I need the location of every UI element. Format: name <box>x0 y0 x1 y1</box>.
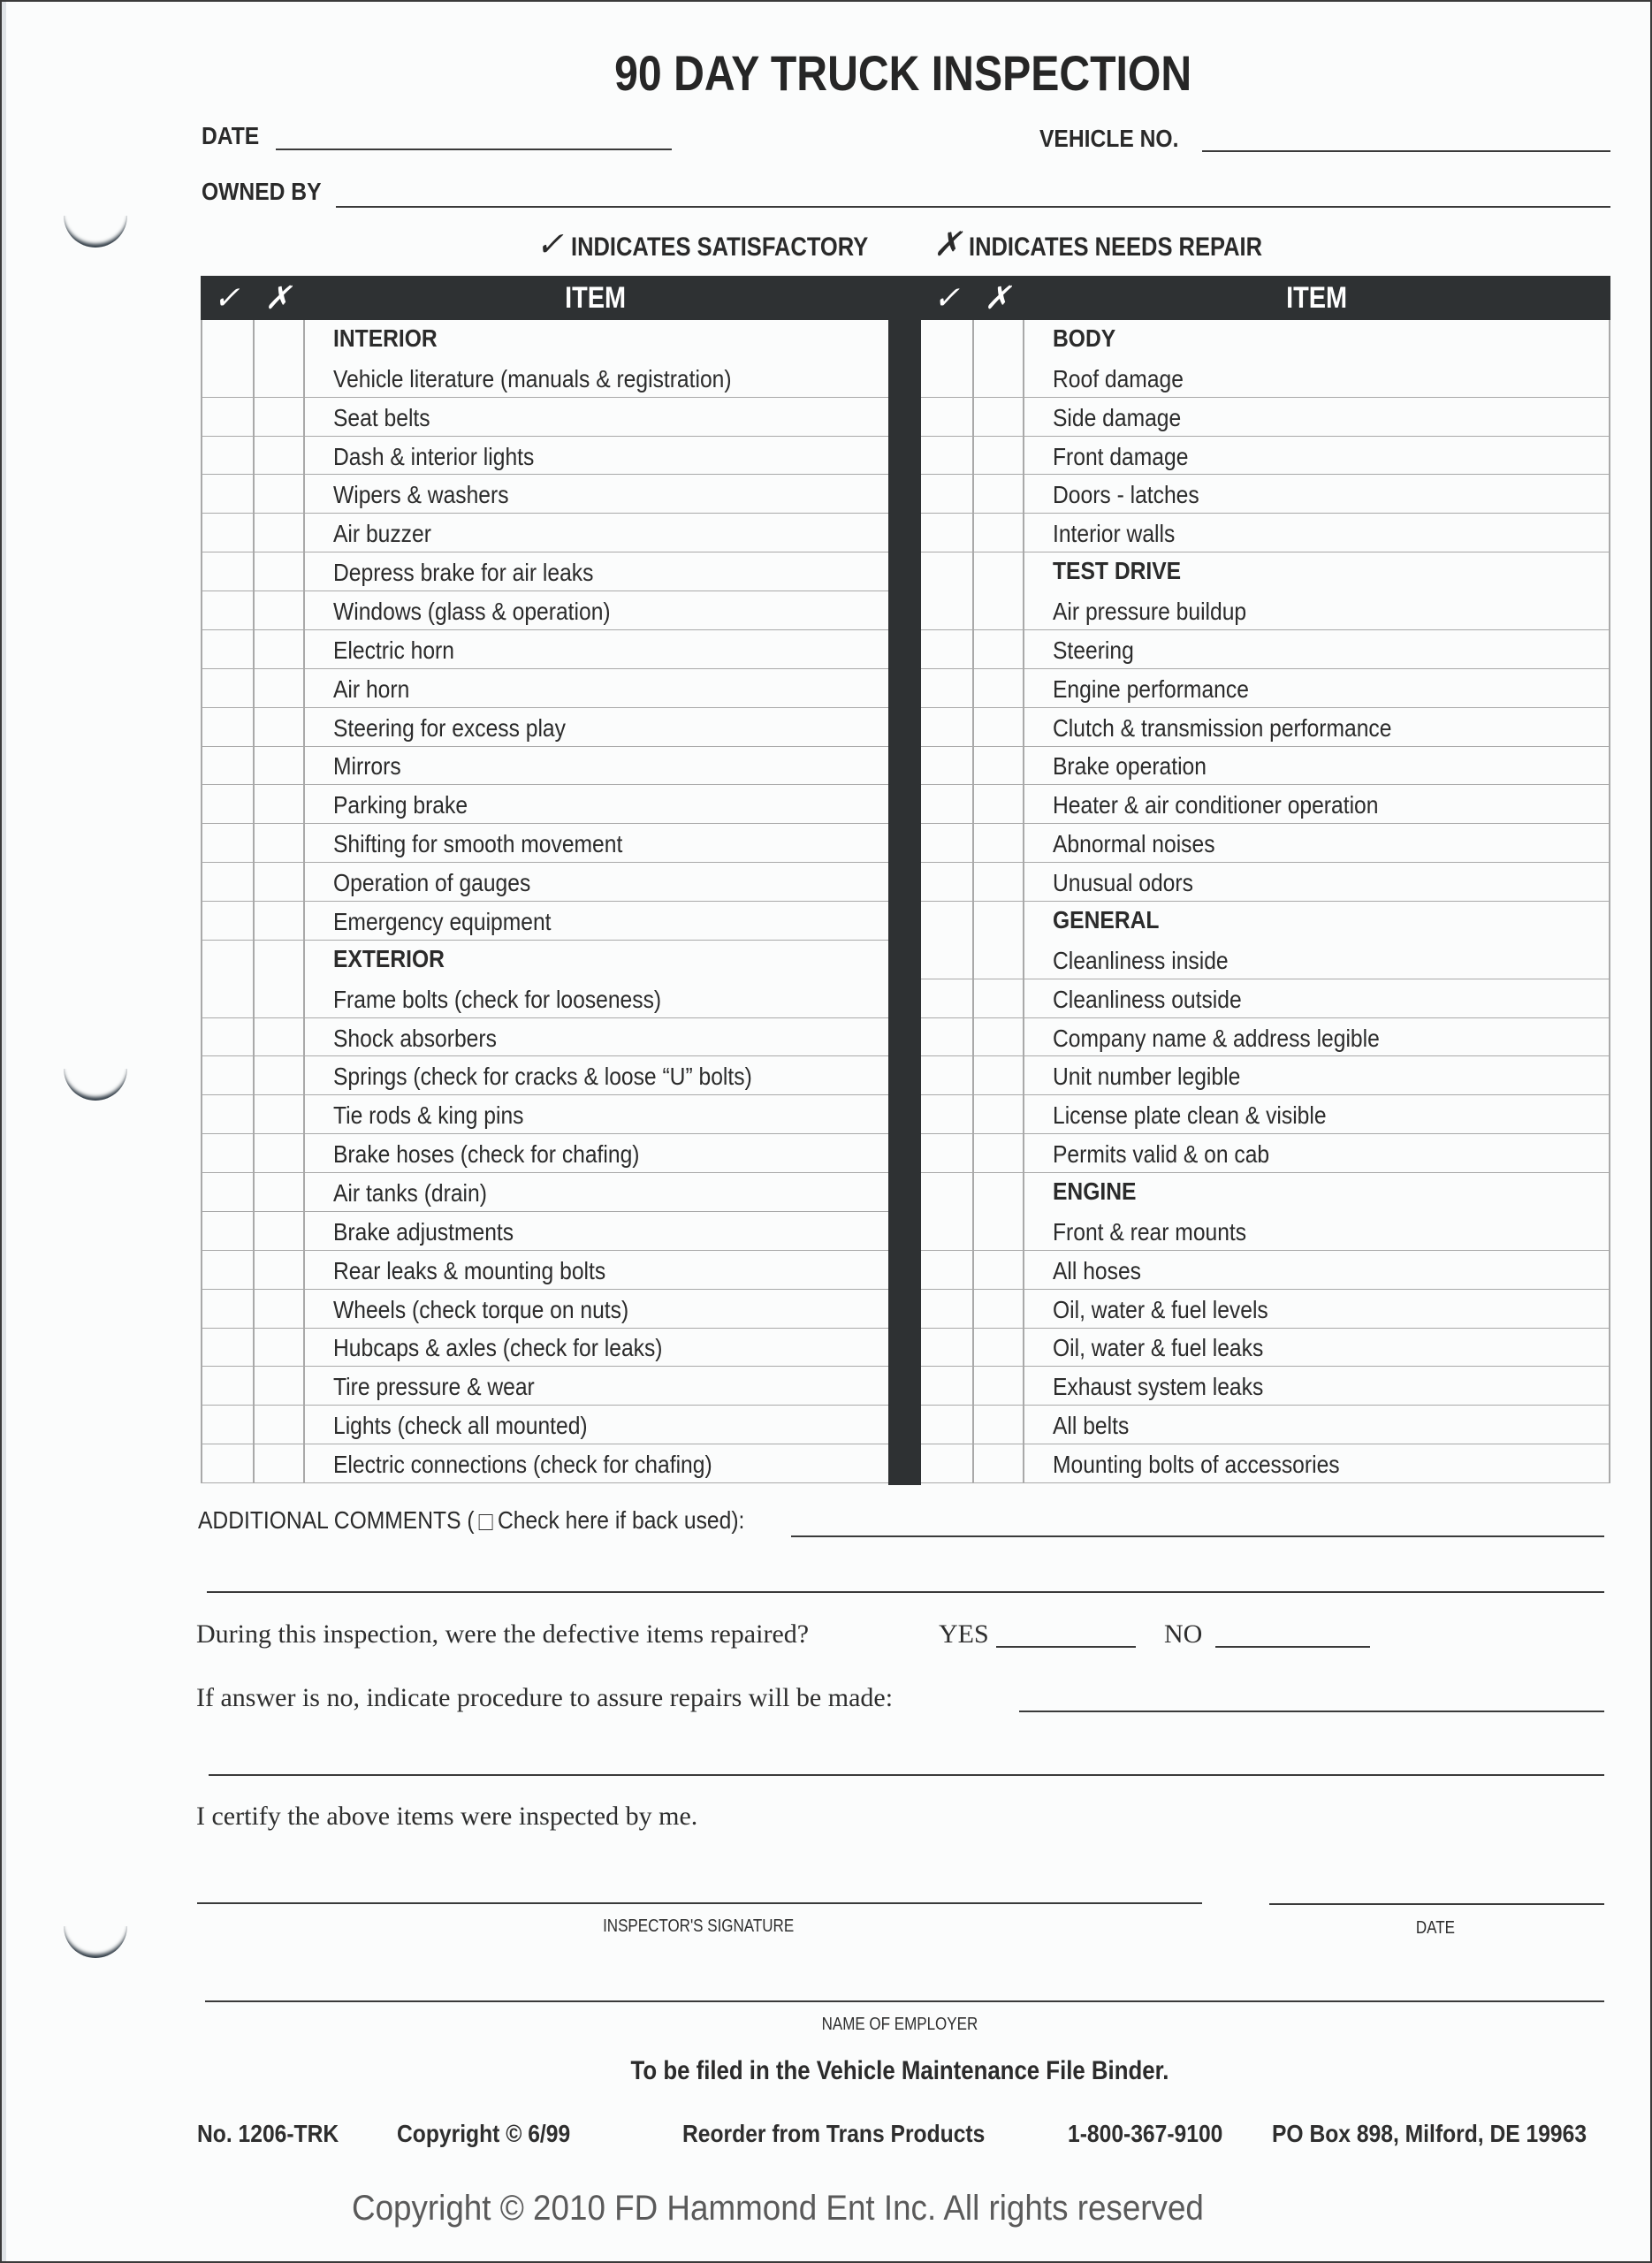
needs-repair-checkbox[interactable] <box>253 785 303 823</box>
checklist-row <box>921 1018 1610 1057</box>
checklist-row <box>921 1367 1610 1406</box>
checklist-item-label: Unit number legible <box>1053 1063 1241 1091</box>
table-center-divider <box>888 276 921 1485</box>
legend-satisfactory: ✓ INDICATES SATISFACTORY <box>536 226 869 263</box>
checklist-row <box>921 1444 1610 1483</box>
checklist-row <box>921 475 1610 514</box>
satisfactory-checkbox[interactable] <box>201 398 253 436</box>
checklist-row <box>201 437 888 476</box>
section-heading: GENERAL <box>1053 905 1160 933</box>
checklist-row <box>201 475 888 514</box>
checklist-item-label: All belts <box>1053 1412 1130 1440</box>
satisfactory-checkbox[interactable] <box>921 824 972 862</box>
satisfactory-checkbox[interactable] <box>201 475 253 513</box>
needs-repair-checkbox[interactable] <box>253 1290 303 1328</box>
checklist-row <box>201 398 888 437</box>
satisfactory-checkbox[interactable] <box>921 320 972 397</box>
checklist-item-label: Cleanliness inside <box>1053 946 1229 974</box>
x-mark-icon: ✗ <box>264 279 292 316</box>
needs-repair-checkbox[interactable] <box>972 630 1023 668</box>
checklist-item-label: Shock absorbers <box>333 1024 497 1052</box>
satisfactory-checkbox[interactable] <box>921 1251 972 1289</box>
checklist-item-label: Steering for excess play <box>333 713 566 742</box>
repair-procedure-line-2[interactable] <box>209 1774 1604 1776</box>
checklist-item-label: Clutch & transmission performance <box>1053 713 1392 742</box>
checklist-row <box>201 1095 888 1134</box>
satisfactory-checkbox[interactable] <box>201 941 253 1017</box>
checklist-item-label: Seat belts <box>333 403 430 431</box>
needs-repair-checkbox[interactable] <box>972 669 1023 707</box>
additional-comments-line-1[interactable] <box>791 1535 1604 1537</box>
satisfactory-checkbox[interactable] <box>921 1095 972 1133</box>
checklist-row <box>201 1134 888 1173</box>
checklist-row <box>201 1290 888 1329</box>
checklist-row <box>921 437 1610 476</box>
binder-hole-bottom <box>64 1894 127 1958</box>
checklist-row <box>201 1444 888 1483</box>
satisfactory-checkbox[interactable] <box>201 591 253 629</box>
checklist-item-label: Tie rods & king pins <box>333 1101 524 1130</box>
x-mark-icon: ✗ <box>984 279 1011 316</box>
employer-caption: NAME OF EMPLOYER <box>821 2015 978 2034</box>
needs-repair-checkbox[interactable] <box>253 514 303 552</box>
x-mark-icon: ✗ <box>933 226 962 263</box>
date-field[interactable] <box>276 149 672 150</box>
needs-repair-checkbox[interactable] <box>972 708 1023 746</box>
needs-repair-checkbox[interactable] <box>253 669 303 707</box>
checklist-item-label: Emergency equipment <box>333 907 552 935</box>
section-heading: TEST DRIVE <box>1053 557 1182 585</box>
checklist-row <box>201 514 888 552</box>
satisfactory-checkbox[interactable] <box>201 1367 253 1405</box>
checklist-row <box>921 785 1610 824</box>
checklist-row <box>201 1251 888 1290</box>
needs-repair-checkbox[interactable] <box>253 1056 303 1094</box>
mailing-address: PO Box 898, Milford, DE 19963 <box>1272 2120 1587 2147</box>
satisfactory-checkbox[interactable] <box>921 1444 972 1482</box>
needs-repair-checkbox[interactable] <box>253 1251 303 1289</box>
repairs-question: During this inspection, were the defective items repaired? <box>196 1619 810 1649</box>
checklist-item-label: Front damage <box>1053 442 1189 470</box>
check-mark-icon: ✓ <box>536 226 564 263</box>
checklist-row <box>201 941 888 1018</box>
checklist-row <box>921 1095 1610 1134</box>
needs-repair-checkbox[interactable] <box>253 398 303 436</box>
needs-repair-checkbox[interactable] <box>972 437 1023 475</box>
checklist-item-label: Oil, water & fuel leaks <box>1053 1334 1264 1362</box>
checklist-item-label: Brake adjustments <box>333 1217 514 1246</box>
checklist-row <box>921 320 1610 398</box>
checklist-item-label: Roof damage <box>1053 364 1184 392</box>
needs-repair-checkbox[interactable] <box>972 1056 1023 1094</box>
needs-repair-checkbox[interactable] <box>253 630 303 668</box>
satisfactory-checkbox[interactable] <box>921 1018 972 1056</box>
checklist-item-label: Frame bolts (check for looseness) <box>333 985 662 1013</box>
needs-repair-checkbox[interactable] <box>972 1406 1023 1444</box>
satisfactory-checkbox[interactable] <box>921 1367 972 1405</box>
checklist-row <box>921 514 1610 552</box>
copyright-watermark: Copyright © 2010 FD Hammond Ent Inc. All rights reserved <box>352 2189 1204 2228</box>
check-column-header <box>921 276 972 320</box>
checklist-row <box>921 1251 1610 1290</box>
needs-repair-checkbox[interactable] <box>253 475 303 513</box>
checklist-row <box>921 1406 1610 1444</box>
needs-repair-checkbox[interactable] <box>972 902 1023 979</box>
checklist-item-label: Abnormal noises <box>1053 830 1215 858</box>
satisfactory-checkbox[interactable] <box>921 979 972 1017</box>
checklist-item-label: Wipers & washers <box>333 481 509 509</box>
checklist-row <box>921 1173 1610 1251</box>
checklist-row <box>921 708 1610 747</box>
checklist-item-label: Mirrors <box>333 752 401 781</box>
checklist-item-label: Dash & interior lights <box>333 442 535 470</box>
binder-hole-top <box>64 184 127 248</box>
needs-repair-checkbox[interactable] <box>972 1173 1023 1250</box>
needs-repair-checkbox[interactable] <box>972 1329 1023 1367</box>
satisfactory-checkbox[interactable] <box>201 708 253 746</box>
needs-repair-checkbox[interactable] <box>972 514 1023 552</box>
left-checklist <box>201 320 888 1483</box>
satisfactory-checkbox[interactable] <box>921 1406 972 1444</box>
employer-name-field[interactable] <box>205 2000 1604 2002</box>
checklist-row <box>201 591 888 630</box>
phone-number: 1-800-367-9100 <box>1068 2120 1223 2147</box>
checklist-row <box>921 669 1610 708</box>
yes-label: YES <box>939 1619 989 1649</box>
certification-date-field[interactable] <box>1269 1903 1604 1905</box>
satisfactory-checkbox[interactable] <box>201 1290 253 1328</box>
checklist-row <box>921 902 1610 979</box>
satisfactory-checkbox[interactable] <box>921 669 972 707</box>
satisfactory-checkbox[interactable] <box>201 1406 253 1444</box>
needs-repair-checkbox[interactable] <box>253 1329 303 1367</box>
x-column-header <box>253 276 303 320</box>
checklist-row <box>201 1406 888 1444</box>
scan-edge-strip <box>2 2 6 2261</box>
checklist-item-label: Hubcaps & axles (check for leaks) <box>333 1334 663 1362</box>
vehicle-no-field[interactable] <box>1202 150 1610 152</box>
checklist-item-label: Air buzzer <box>333 520 431 548</box>
satisfactory-checkbox[interactable] <box>201 437 253 475</box>
needs-repair-checkbox[interactable] <box>253 1173 303 1211</box>
no-field[interactable] <box>1215 1646 1370 1648</box>
needs-repair-checkbox[interactable] <box>972 824 1023 862</box>
needs-repair-checkbox[interactable] <box>972 320 1023 397</box>
satisfactory-checkbox[interactable] <box>201 1444 253 1482</box>
yes-field[interactable] <box>996 1646 1136 1648</box>
satisfactory-checkbox[interactable] <box>921 630 972 668</box>
needs-repair-checkbox[interactable] <box>253 824 303 862</box>
needs-repair-checkbox[interactable] <box>253 1134 303 1172</box>
checklist-row <box>201 1329 888 1368</box>
satisfactory-checkbox[interactable] <box>921 1173 972 1250</box>
checklist-row <box>201 669 888 708</box>
satisfactory-checkbox[interactable] <box>921 1056 972 1094</box>
satisfactory-checkbox[interactable] <box>201 1212 253 1250</box>
section-heading: ENGINE <box>1053 1177 1137 1205</box>
checklist-item-label: Interior walls <box>1053 520 1176 548</box>
satisfactory-checkbox[interactable] <box>201 552 253 591</box>
needs-repair-checkbox[interactable] <box>253 747 303 785</box>
satisfactory-checkbox[interactable] <box>201 514 253 552</box>
satisfactory-checkbox[interactable] <box>201 785 253 823</box>
checklist-item-label: Front & rear mounts <box>1053 1217 1247 1246</box>
checklist-row <box>201 708 888 747</box>
section-heading: EXTERIOR <box>333 944 445 972</box>
needs-repair-checkbox[interactable] <box>253 1367 303 1405</box>
checklist-row <box>921 552 1610 630</box>
satisfactory-checkbox[interactable] <box>201 824 253 862</box>
satisfactory-checkbox[interactable] <box>921 398 972 436</box>
checklist-row <box>921 747 1610 786</box>
satisfactory-checkbox[interactable] <box>921 902 972 979</box>
section-heading: BODY <box>1053 324 1116 352</box>
section-heading: INTERIOR <box>333 324 438 352</box>
satisfactory-checkbox[interactable] <box>921 514 972 552</box>
satisfactory-checkbox[interactable] <box>921 863 972 901</box>
checklist-row <box>201 1367 888 1406</box>
satisfactory-checkbox[interactable] <box>201 1329 253 1367</box>
needs-repair-checkbox[interactable] <box>972 1367 1023 1405</box>
needs-repair-checkbox[interactable] <box>972 1444 1023 1482</box>
checklist-item-label: Electric connections (check for chafing) <box>333 1451 712 1479</box>
form-copyright: Copyright © 6/99 <box>397 2120 571 2147</box>
x-column-header <box>972 276 1023 320</box>
checklist-row <box>921 1056 1610 1095</box>
binder-hole-middle <box>64 1037 127 1101</box>
filing-note: To be filed in the Vehicle Maintenance File Binder. <box>630 2056 1169 2085</box>
back-used-checkbox[interactable] <box>479 1514 493 1530</box>
vehicle-no-label: VEHICLE NO. <box>1039 125 1179 152</box>
owned-by-label: OWNED BY <box>202 178 322 205</box>
checklist-row <box>201 863 888 902</box>
needs-repair-checkbox[interactable] <box>253 941 303 1017</box>
needs-repair-checkbox[interactable] <box>253 1212 303 1250</box>
checklist-row <box>921 1290 1610 1329</box>
satisfactory-checkbox[interactable] <box>201 902 253 940</box>
checklist-row <box>921 1329 1610 1368</box>
checklist-item-label: Doors - latches <box>1053 481 1199 509</box>
no-label: NO <box>1164 1619 1203 1649</box>
checklist-item-label: Electric horn <box>333 636 454 664</box>
checklist-item-label: Brake hoses (check for chafing) <box>333 1140 640 1169</box>
date-caption: DATE <box>1415 1918 1456 1938</box>
checklist-item-label: Tire pressure & wear <box>333 1373 535 1401</box>
satisfactory-checkbox[interactable] <box>201 1056 253 1094</box>
satisfactory-checkbox[interactable] <box>201 1173 253 1211</box>
needs-repair-checkbox[interactable] <box>253 552 303 591</box>
satisfactory-checkbox[interactable] <box>921 437 972 475</box>
needs-repair-checkbox[interactable] <box>253 1406 303 1444</box>
needs-repair-checkbox[interactable] <box>972 1095 1023 1133</box>
checklist-item-label: Depress brake for air leaks <box>333 559 594 587</box>
checklist-item-label: Vehicle literature (manuals & registration) <box>333 364 732 392</box>
checklist-item-label: Lights (check all mounted) <box>333 1412 588 1440</box>
needs-repair-checkbox[interactable] <box>972 1134 1023 1172</box>
checklist-item-label: Shifting for smooth movement <box>333 830 623 858</box>
needs-repair-checkbox[interactable] <box>972 979 1023 1017</box>
checklist-item-label: Parking brake <box>333 791 468 819</box>
checklist-item-label: Wheels (check torque on nuts) <box>333 1295 629 1323</box>
needs-repair-checkbox[interactable] <box>972 863 1023 901</box>
needs-repair-checkbox[interactable] <box>253 1095 303 1133</box>
checklist-row <box>201 747 888 786</box>
satisfactory-checkbox[interactable] <box>921 785 972 823</box>
checklist-item-label: License plate clean & visible <box>1053 1101 1327 1130</box>
checklist-row <box>201 1018 888 1057</box>
checklist-item-label: Permits valid & on cab <box>1053 1140 1270 1169</box>
satisfactory-checkbox[interactable] <box>201 630 253 668</box>
checklist-row <box>921 1134 1610 1173</box>
check-mark-icon: ✓ <box>933 279 961 316</box>
checklist-row <box>201 552 888 591</box>
satisfactory-checkbox[interactable] <box>921 475 972 513</box>
satisfactory-checkbox[interactable] <box>201 1018 253 1056</box>
date-label: DATE <box>202 122 260 149</box>
inspector-signature-field[interactable] <box>197 1902 1202 1904</box>
satisfactory-checkbox[interactable] <box>921 1329 972 1367</box>
checklist-row <box>201 1173 888 1212</box>
satisfactory-checkbox[interactable] <box>201 320 253 397</box>
checklist-item-label: Cleanliness outside <box>1053 985 1242 1013</box>
checklist-row <box>201 630 888 669</box>
checklist-row <box>921 863 1610 902</box>
needs-repair-checkbox[interactable] <box>972 1018 1023 1056</box>
checklist-item-label: Air pressure buildup <box>1053 597 1247 625</box>
checklist-item-label: Engine performance <box>1053 674 1249 703</box>
needs-repair-checkbox[interactable] <box>972 1290 1023 1328</box>
needs-repair-checkbox[interactable] <box>253 902 303 940</box>
satisfactory-checkbox[interactable] <box>201 1251 253 1289</box>
checklist-item-label: Unusual odors <box>1053 869 1193 897</box>
needs-repair-checkbox[interactable] <box>253 1444 303 1482</box>
right-checklist <box>921 320 1610 1483</box>
item-column-header: ITEM <box>1285 281 1348 315</box>
owned-by-field[interactable] <box>336 206 1610 208</box>
satisfactory-checkbox[interactable] <box>921 747 972 785</box>
checklist-item-label: Company name & address legible <box>1053 1024 1380 1052</box>
needs-repair-checkbox[interactable] <box>253 863 303 901</box>
check-mark-icon: ✓ <box>213 279 240 316</box>
needs-repair-checkbox[interactable] <box>972 398 1023 436</box>
satisfactory-checkbox[interactable] <box>921 552 972 629</box>
checklist-item-label: Springs (check for cracks & loose “U” bolts) <box>333 1063 752 1091</box>
needs-repair-checkbox[interactable] <box>972 785 1023 823</box>
needs-repair-checkbox[interactable] <box>972 475 1023 513</box>
satisfactory-checkbox[interactable] <box>921 708 972 746</box>
checklist-row <box>201 785 888 824</box>
additional-comments-line-2[interactable] <box>207 1591 1604 1593</box>
checklist-row <box>921 979 1610 1018</box>
checklist-item-label: Rear leaks & mounting bolts <box>333 1256 606 1284</box>
checklist-item-label: Air horn <box>333 674 410 703</box>
checklist-row <box>201 1212 888 1251</box>
needs-repair-checkbox[interactable] <box>972 1251 1023 1289</box>
needs-repair-checkbox[interactable] <box>253 1018 303 1056</box>
checklist-row <box>921 630 1610 669</box>
satisfactory-checkbox[interactable] <box>201 669 253 707</box>
needs-repair-checkbox[interactable] <box>972 552 1023 629</box>
checklist-item-label: Steering <box>1053 636 1134 664</box>
needs-repair-checkbox[interactable] <box>253 320 303 397</box>
checklist-item-label: Heater & air conditioner operation <box>1053 791 1379 819</box>
needs-repair-checkbox[interactable] <box>253 437 303 475</box>
needs-repair-checkbox[interactable] <box>253 708 303 746</box>
form-title: 90 DAY TRUCK INSPECTION <box>614 45 1192 101</box>
additional-comments-label: ADDITIONAL COMMENTS ( Check here if back used): <box>198 1506 745 1534</box>
checklist-item-label: Operation of gauges <box>333 869 531 897</box>
repair-procedure-prompt: If answer is no, indicate procedure to assure repairs will be made: <box>196 1683 894 1712</box>
checklist-row <box>201 320 888 398</box>
checklist-row <box>201 1056 888 1095</box>
certification-statement: I certify the above items were inspected by me. <box>196 1802 698 1831</box>
needs-repair-checkbox[interactable] <box>253 591 303 629</box>
checklist-item-label: Exhaust system leaks <box>1053 1373 1264 1401</box>
satisfactory-checkbox[interactable] <box>921 1290 972 1328</box>
repair-procedure-line-1[interactable] <box>1019 1711 1604 1712</box>
satisfactory-checkbox[interactable] <box>201 863 253 901</box>
check-column-header <box>201 276 253 320</box>
item-column-header: ITEM <box>565 281 627 315</box>
satisfactory-checkbox[interactable] <box>921 1134 972 1172</box>
needs-repair-checkbox[interactable] <box>972 747 1023 785</box>
checklist-row <box>201 902 888 941</box>
satisfactory-checkbox[interactable] <box>201 1134 253 1172</box>
checklist-item-label: Brake operation <box>1053 752 1207 781</box>
form-number: No. 1206-TRK <box>197 2120 339 2147</box>
checklist-item-label: Oil, water & fuel levels <box>1053 1295 1268 1323</box>
checklist-item-label: Windows (glass & operation) <box>333 597 611 625</box>
inspector-signature-caption: INSPECTOR'S SIGNATURE <box>602 1916 795 1936</box>
checklist-item-label: Mounting bolts of accessories <box>1053 1451 1340 1479</box>
satisfactory-checkbox[interactable] <box>201 747 253 785</box>
reorder-info: Reorder from Trans Products <box>682 2120 986 2147</box>
checklist-item-label: Side damage <box>1053 403 1182 431</box>
checklist-row <box>921 824 1610 863</box>
checklist-row <box>921 398 1610 437</box>
checklist-item-label: All hoses <box>1053 1256 1141 1284</box>
checklist-row <box>201 824 888 863</box>
checklist-item-label: Air tanks (drain) <box>333 1178 487 1207</box>
satisfactory-checkbox[interactable] <box>201 1095 253 1133</box>
legend-needs-repair: ✗ INDICATES NEEDS REPAIR <box>933 226 1262 263</box>
